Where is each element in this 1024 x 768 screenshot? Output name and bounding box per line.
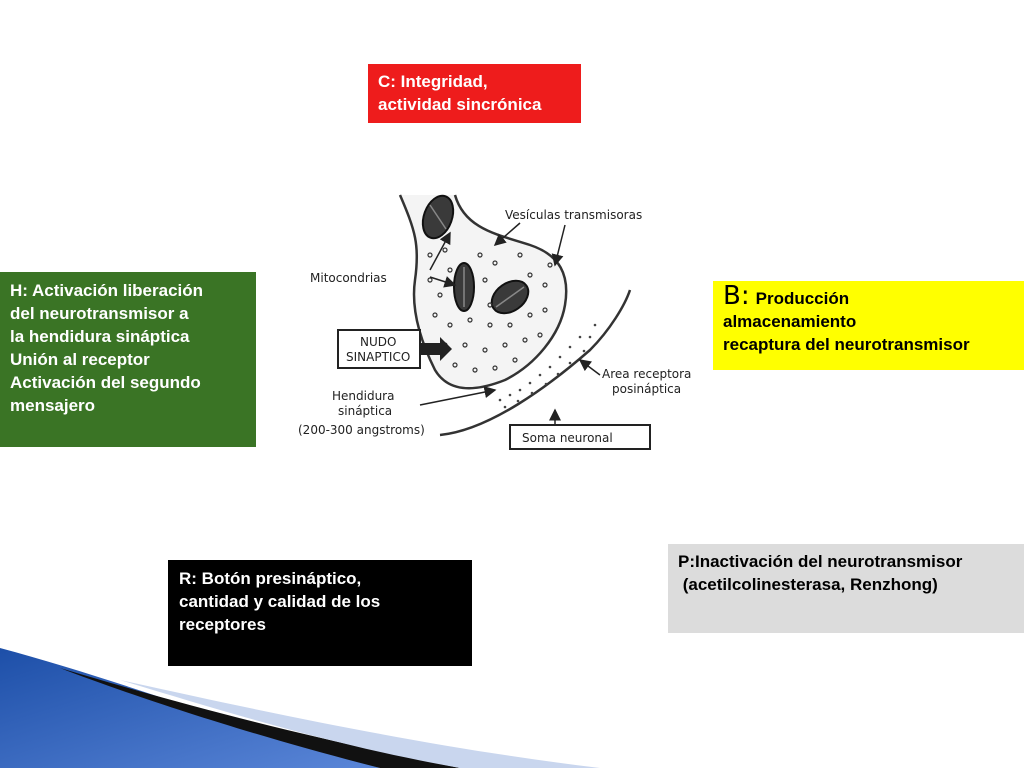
synapse-diagram bbox=[290, 185, 710, 460]
box-c-line: actividad sincrónica bbox=[378, 95, 542, 114]
box-p-line: (acetilcolinesterasa, Renzhong) bbox=[678, 575, 938, 594]
nudo-sinaptico-box bbox=[338, 330, 420, 368]
box-h-line: Unión al receptor bbox=[10, 350, 150, 369]
box-r-line: receptores bbox=[179, 615, 266, 634]
soma-neuronal-box bbox=[510, 425, 650, 449]
label-nudo-line1: NUDO bbox=[360, 335, 397, 349]
label-area-line2: posináptica bbox=[612, 382, 682, 396]
box-h-line: H: Activación liberación bbox=[10, 281, 204, 300]
box-p-inactivacion bbox=[668, 544, 1024, 633]
label-nudo-line2: SINAPTICO bbox=[346, 350, 411, 364]
box-b-first-line bbox=[723, 281, 1024, 311]
label-soma: Soma neuronal bbox=[522, 431, 613, 445]
box-c-line: C: Integridad, bbox=[378, 72, 488, 91]
box-r-line: R: Botón presináptico, bbox=[179, 569, 362, 588]
box-b-line: recaptura del neurotransmisor bbox=[723, 335, 970, 354]
label-hendidura-line2: sináptica bbox=[338, 404, 393, 418]
label-mitocondrias: Mitocondrias bbox=[310, 271, 387, 285]
label-area-line1: Area receptora bbox=[602, 367, 692, 381]
box-b-line: almacenamiento bbox=[723, 312, 857, 331]
box-b-letter: B: bbox=[723, 281, 750, 311]
box-h-activacion bbox=[0, 272, 256, 447]
box-c-integridad bbox=[368, 64, 581, 123]
box-p-line: P:Inactivación del neurotransmisor bbox=[678, 552, 963, 571]
box-h-line: del neurotransmisor a bbox=[10, 304, 189, 323]
box-b-produccion bbox=[713, 281, 1024, 370]
decorative-swoosh bbox=[0, 640, 1024, 768]
box-h-line: Activación del segundo bbox=[10, 373, 201, 392]
mitochondrion-2 bbox=[454, 263, 474, 311]
box-b-first-word: Producción bbox=[755, 289, 850, 308]
box-h-line: mensajero bbox=[10, 396, 96, 415]
label-hendidura-line3: (200-300 angstroms) bbox=[298, 423, 425, 437]
box-h-line: la hendidura sináptica bbox=[10, 327, 190, 346]
box-r-line: cantidad y calidad de los bbox=[179, 592, 381, 611]
label-vesiculas: Vesículas transmisoras bbox=[505, 208, 643, 222]
label-hendidura-line1: Hendidura bbox=[332, 389, 395, 403]
